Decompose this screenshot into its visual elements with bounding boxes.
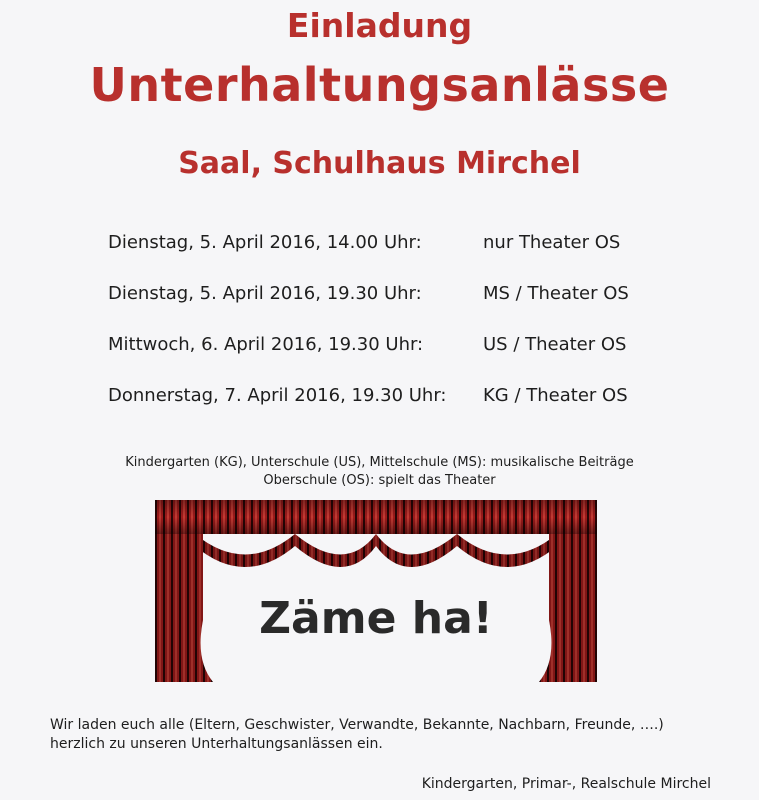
- schedule-program: KG / Theater OS: [483, 385, 628, 406]
- schedule-date: Donnerstag, 7. April 2016, 19.30 Uhr:: [108, 385, 447, 406]
- schedule-date: Mittwoch, 6. April 2016, 19.30 Uhr:: [108, 334, 424, 355]
- invitation-line: herzlich zu unseren Unterhaltungsanlässen ein.: [50, 736, 383, 752]
- theater-stage: [155, 500, 597, 688]
- schedule-program: US / Theater OS: [483, 334, 627, 355]
- program-note: Kindergarten (KG), Unterschule (US), Mittelschule (MS): musikalische Beiträge: [125, 455, 634, 470]
- stage-slogan: Zäme ha!: [259, 593, 493, 644]
- invitation-text: [50, 716, 664, 754]
- schedule-row: [108, 283, 668, 334]
- invitation-line: Wir laden euch alle (Eltern, Geschwister, Verwandte, Bekannte, Nachbarn, Freunde, ….): [50, 717, 664, 733]
- schedule-program: nur Theater OS: [483, 232, 621, 253]
- schedule-program: MS / Theater OS: [483, 283, 629, 304]
- signature: Kindergarten, Primar-, Realschule Mirchel: [421, 776, 711, 792]
- schedule-date: Dienstag, 5. April 2016, 14.00 Uhr:: [108, 232, 422, 253]
- schedule-date: Dienstag, 5. April 2016, 19.30 Uhr:: [108, 283, 422, 304]
- event-title: Unterhaltungsanlässe: [89, 58, 670, 112]
- event-location: Saal, Schulhaus Mirchel: [178, 146, 581, 181]
- schedule-row: [108, 232, 668, 283]
- invitation-heading: Einladung: [286, 6, 473, 45]
- schedule-list: [108, 232, 668, 436]
- schedule-row: [108, 334, 668, 385]
- program-note: Oberschule (OS): spielt das Theater: [263, 473, 496, 488]
- schedule-row: [108, 385, 668, 436]
